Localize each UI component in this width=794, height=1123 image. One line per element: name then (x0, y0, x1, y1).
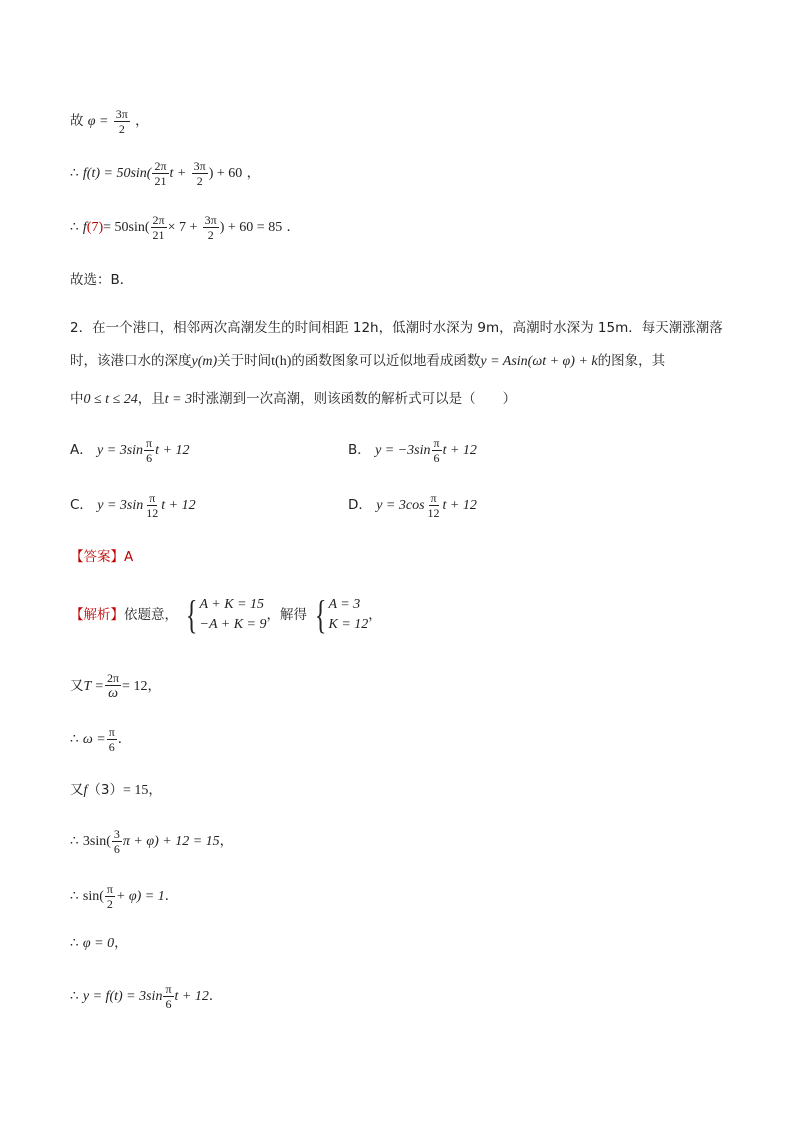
question-2-line-3: 中0 ≤ t ≤ 24，且t = 3时涨潮到一次高潮，则该函数的解析式可以是（ ） (70, 391, 517, 407)
answer-value: A (124, 549, 134, 565)
analysis-period: 又T = $\frac{2\pi}{\omega}$ = 12， (70, 671, 161, 701)
analysis-system-line: 【解析】依题意， { A + K = 15 −A + K = 9 ，解得 { A = 3 K = 12 ， (70, 592, 382, 637)
answer-tag: 【答案】 (70, 549, 124, 565)
analysis-phi-zero: ∴ φ = 0， (70, 935, 128, 951)
equation-system-1: { A + K = 15 −A + K = 9 (186, 592, 267, 637)
question-2-line-1: 2．在一个港口，相邻两次高潮发生的时间相距 12h，低潮时水深为 9m，高潮时水深为 15m．每天潮涨潮落 (70, 320, 723, 336)
line-phi-value: 故 φ = $\frac{3\pi}{2}$ ， (70, 107, 149, 136)
choice-conclusion: 故选：B． (70, 272, 134, 288)
line-f-formula: ∴ f(t) = 50sin( $\frac{2\pi}{21}$ t + $\frac{3\pi}{2}$ ) + 60 ， (70, 159, 261, 188)
question-2-line-2: 时，该港口水的深度y(m)关于时间t(h)的函数图象可以近似地看成函数y = Asin(ωt + φ) + k的图象，其 (70, 353, 666, 369)
fraction: $\frac{3\pi}{2}$ (115, 107, 128, 136)
option-c[interactable]: C． y = 3sin $\frac{\pi}{12}$ t + 12 (70, 491, 196, 520)
option-a[interactable]: A． y = 3sin $\frac{\pi}{6}$ t + 12 (70, 436, 190, 465)
analysis-f3: 又f（3）= 15， (70, 782, 162, 798)
option-b[interactable]: B． y = −3sin $\frac{\pi}{6}$ t + 12 (348, 436, 477, 465)
analysis-tag: 【解析】 (70, 607, 124, 623)
analysis-sin-one: ∴ sin( $\frac{\pi}{2}$ + φ) = 1． (70, 882, 179, 911)
analysis-final: ∴ y = f(t) = 3sin $\frac{\pi}{6}$ t + 12． (70, 982, 223, 1011)
analysis-substitution: ∴ 3sin( $\frac{3}{6}$ π + φ) + 12 = 15， (70, 827, 234, 856)
analysis-omega: ∴ ω = $\frac{\pi}{6}$ ． (70, 725, 132, 754)
text: 故 (70, 113, 84, 129)
equation-system-2: { A = 3 K = 12 (315, 592, 369, 637)
answer-line (70, 547, 133, 567)
line-f7-value: ∴ f(7)= 50sin( $\frac{2\pi}{21}$ × 7 + $\frac{3\pi}{2}$ ) + 60 = 85 ． (70, 213, 300, 242)
option-d[interactable]: D． y = 3cos $\frac{\pi}{12}$ t + 12 (348, 491, 477, 520)
math: φ = (87, 114, 109, 129)
